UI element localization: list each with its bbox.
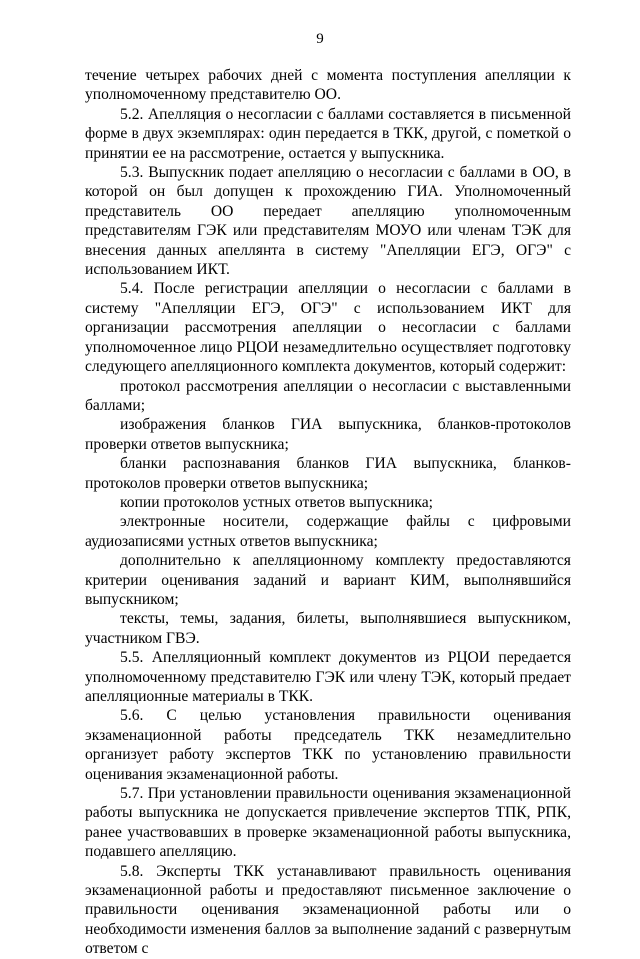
document-body — [85, 66, 571, 959]
list-item-images: изображения бланков ГИА выпускника, бланков-протоколов проверки ответов выпускника; — [85, 416, 571, 453]
paragraph-5-7: 5.7. При установлении правильности оценивания экзаменационной работы выпускника не допускается привлечение экспертов ТПК, РПК, ранее участвовавших в проверке экзаменационной работы выпускника, подавшего апелляцию. — [85, 785, 571, 861]
list-item-recognition: бланки распознавания бланков ГИА выпускника, бланков-протоколов проверки ответов выпускника; — [85, 455, 571, 492]
paragraph-5-2: 5.2. Апелляция о несогласии с баллами составляется в письменной форме в двух экземплярах: один передается в ТКК, другой, с пометкой о принятии ее на рассмотрение, остается у выпускника. — [85, 105, 571, 162]
paragraph-5-3: 5.3. Выпускник подает апелляцию о несогласии с баллами в ОО, в которой он был допущен к прохождению ГИА. Уполномоченный представитель ОО передает апелляцию уполномоченным представителям ГЭК или представителям МОУО или членам ТЭК для внесения данных апеллянта в систему "Апелляции ЕГЭ, ОГЭ" с использованием ИКТ. — [85, 164, 571, 279]
paragraph-5-4: 5.4. После регистрации апелляции о несогласии с баллами в систему "Апелляции ЕГЭ, ОГЭ" с использованием ИКТ для организации рассмотрения апелляции о несогласии с баллами уполномоченное лицо РЦОИ незамедлительно осуществляет подготовку следующего апелляционного комплекта документов, который содержит: — [85, 280, 571, 376]
paragraph-5-6: 5.6. С целью установления правильности оценивания экзаменационной работы председатель ТКК незамедлительно организует работу экспертов ТКК по установлению правильности оценивания экзаменационной работы. — [85, 707, 571, 783]
paragraph-5-5: 5.5. Апелляционный комплект документов из РЦОИ передается уполномоченному представителю ГЭК или члену ТЭК, который предает апелляционные материалы в ТКК. — [85, 649, 571, 705]
list-item-criteria: дополнительно к апелляционному комплекту предоставляются критерии оценивания заданий и вариант КИМ, выполнявшийся выпускником; — [85, 552, 571, 608]
page-number: 9 — [316, 31, 324, 47]
paragraph-5-8: 5.8. Эксперты ТКК устанавливают правильность оценивания экзаменационной работы и предоставляют письменное заключение о правильности оценивания экзаменационной работы или о необходимости изменения баллов за выполнение заданий с развернутым ответом с — [85, 862, 571, 958]
list-item-protocol: протокол рассмотрения апелляции о несогласии с выставленными баллами; — [85, 377, 571, 414]
paragraph-continuation: течение четырех рабочих дней с момента поступления апелляции к уполномоченному представителю ОО. — [85, 67, 571, 104]
list-item-texts: тексты, темы, задания, билеты, выполнявшиеся выпускником, участником ГВЭ. — [85, 610, 571, 647]
list-item-oral-copies: копии протоколов устных ответов выпускника; — [120, 493, 433, 511]
list-item-media: электронные носители, содержащие файлы с цифровыми аудиозаписями устных ответов выпускника; — [85, 513, 571, 550]
